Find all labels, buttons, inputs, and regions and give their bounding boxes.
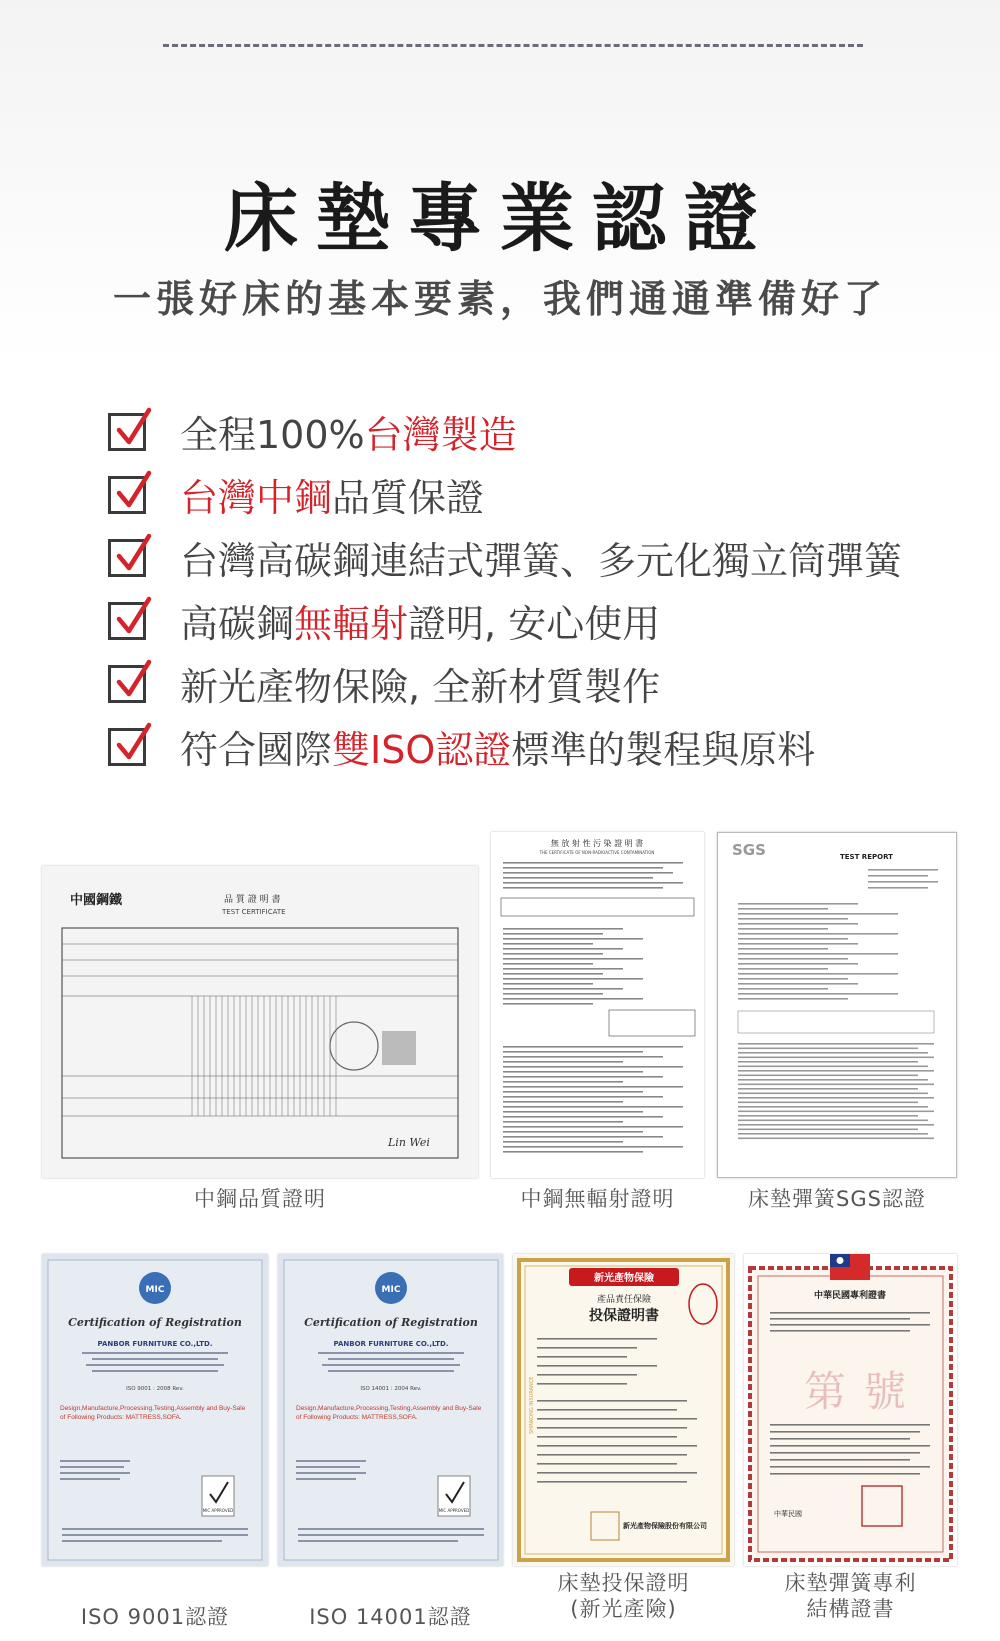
caption-patent-line1: 床墊彈簧專利 bbox=[784, 1571, 917, 1595]
checklist-text-pre: 全程100% bbox=[180, 413, 365, 457]
caption-insurance bbox=[513, 1570, 734, 1622]
iso-scope: Design,Manufacture,Processing,Testing,Assembly and Buy-Sale of Following Products: MATTRESS,SOFA. bbox=[296, 1405, 482, 1421]
steel-logo-text: 中國鋼鐵 bbox=[70, 893, 123, 908]
caption-patent bbox=[744, 1570, 957, 1622]
checklist-text-pre: 新光產物保險, 全新材質製作 bbox=[180, 665, 661, 709]
steel-signature: Lin Wei bbox=[388, 1136, 430, 1149]
mic-approved-seal: MIC APPROVED bbox=[438, 1508, 470, 1513]
insurance-title-small: 產品責任保險 bbox=[596, 1295, 652, 1305]
checkbox-checked-icon bbox=[108, 665, 146, 703]
checklist-item-text bbox=[180, 404, 517, 459]
sgs-certificate bbox=[717, 832, 957, 1178]
caption-insurance-line2: (新光產險) bbox=[570, 1597, 677, 1621]
patent-title: 中華民國專利證書 bbox=[813, 1291, 887, 1301]
checklist-item-text bbox=[180, 593, 660, 648]
feature-checklist bbox=[108, 400, 902, 778]
radiation-heading-en: THE CERTIFICATE OF NON-RADIOACTIVE CONTAMINATION bbox=[539, 850, 655, 855]
steel-quality-certificate bbox=[42, 866, 478, 1178]
checklist-item bbox=[108, 400, 902, 463]
checklist-item-text bbox=[180, 530, 902, 585]
patent-big-char: 第 bbox=[804, 1367, 847, 1416]
caption-steel-quality: 中鋼品質證明 bbox=[194, 1187, 326, 1211]
patent-footer: 中華民國 bbox=[774, 1510, 802, 1518]
steel-heading: 品 質 證 明 書 bbox=[224, 895, 281, 905]
checkbox-checked-icon bbox=[108, 476, 146, 514]
checklist-text-highlight: 台灣中鋼 bbox=[180, 476, 333, 520]
iso-standard: ISO 14001 : 2004 Rev. bbox=[360, 1386, 422, 1392]
checklist-text-post: 品質保證 bbox=[332, 476, 485, 520]
checklist-text-pre: 高碳鋼 bbox=[180, 602, 295, 646]
checklist-item bbox=[108, 589, 902, 652]
radiation-certificate bbox=[491, 832, 704, 1178]
insurance-issuer: 新光產物保險股份有限公司 bbox=[623, 1522, 707, 1530]
checklist-text-pre: 符合國際 bbox=[180, 728, 333, 772]
caption-iso14001: ISO 14001認證 bbox=[309, 1605, 472, 1629]
insurance-certificate bbox=[513, 1254, 734, 1566]
checklist-item bbox=[108, 526, 902, 589]
checklist-item bbox=[108, 463, 902, 526]
top-dashed-divider bbox=[163, 44, 863, 47]
iso9001-certificate bbox=[42, 1254, 268, 1566]
page-title: 床墊專業認證 bbox=[224, 176, 776, 262]
iso-heading: Certification of Registration bbox=[68, 1316, 242, 1329]
sgs-logo: SGS bbox=[732, 841, 766, 859]
sgs-report-title: TEST REPORT bbox=[840, 853, 893, 861]
iso14001-certificate bbox=[278, 1254, 503, 1566]
insurance-title: 投保證明書 bbox=[589, 1308, 659, 1324]
steel-heading-en: TEST CERTIFICATE bbox=[222, 908, 286, 916]
checklist-text-pre: 台灣高碳鋼連結式彈簧、多元化獨立筒彈簧 bbox=[180, 539, 903, 583]
caption-sgs: 床墊彈簧SGS認證 bbox=[748, 1187, 926, 1211]
mic-logo-text: MIC bbox=[381, 1285, 401, 1295]
caption-insurance-line1: 床墊投保證明 bbox=[557, 1571, 690, 1595]
checkbox-checked-icon bbox=[108, 602, 146, 640]
radiation-heading: 無 放 射 性 污 染 證 明 書 bbox=[550, 839, 644, 848]
checklist-text-post: 證明, 安心使用 bbox=[408, 602, 661, 646]
iso-company: PANBOR FURNITURE CO.,LTD. bbox=[333, 1340, 449, 1348]
page-subtitle: 一張好床的基本要素，我們通通準備好了 bbox=[112, 277, 887, 321]
mic-logo-text: MIC bbox=[145, 1285, 165, 1295]
checkbox-checked-icon bbox=[108, 728, 146, 766]
iso-scope: Design,Manufacture,Processing,Testing,Assembly and Buy-Sale of Following Products: MATTRESS,SOFA. bbox=[60, 1405, 246, 1421]
checklist-item bbox=[108, 652, 902, 715]
iso-company: PANBOR FURNITURE CO.,LTD. bbox=[97, 1340, 213, 1348]
checklist-item-text bbox=[180, 656, 660, 711]
checklist-text-highlight: 雙ISO認證 bbox=[332, 728, 512, 772]
checklist-text-highlight: 無輻射 bbox=[294, 602, 409, 646]
caption-patent-line2: 結構證書 bbox=[806, 1597, 895, 1621]
patent-certificate bbox=[744, 1254, 957, 1566]
caption-iso9001: ISO 9001認證 bbox=[80, 1605, 230, 1629]
checklist-item-text bbox=[180, 467, 484, 522]
checklist-text-highlight: 台灣製造 bbox=[364, 413, 517, 457]
insurance-banner: 新光產物保險 bbox=[594, 1273, 654, 1284]
patent-big-char-2: 號 bbox=[864, 1367, 907, 1416]
insurance-side-text: SHINKONG INSURANCE bbox=[529, 1376, 535, 1434]
iso-heading: Certification of Registration bbox=[304, 1316, 478, 1329]
checkbox-checked-icon bbox=[108, 413, 146, 451]
checklist-item-text bbox=[180, 719, 815, 774]
mic-approved-seal: MIC APPROVED bbox=[202, 1508, 234, 1513]
checkbox-checked-icon bbox=[108, 539, 146, 577]
caption-radiation: 中鋼無輻射證明 bbox=[520, 1187, 675, 1211]
iso-standard: ISO 9001 : 2008 Rev. bbox=[126, 1386, 184, 1392]
checklist-text-post: 標準的製程與原料 bbox=[511, 728, 816, 772]
checklist-item bbox=[108, 715, 902, 778]
